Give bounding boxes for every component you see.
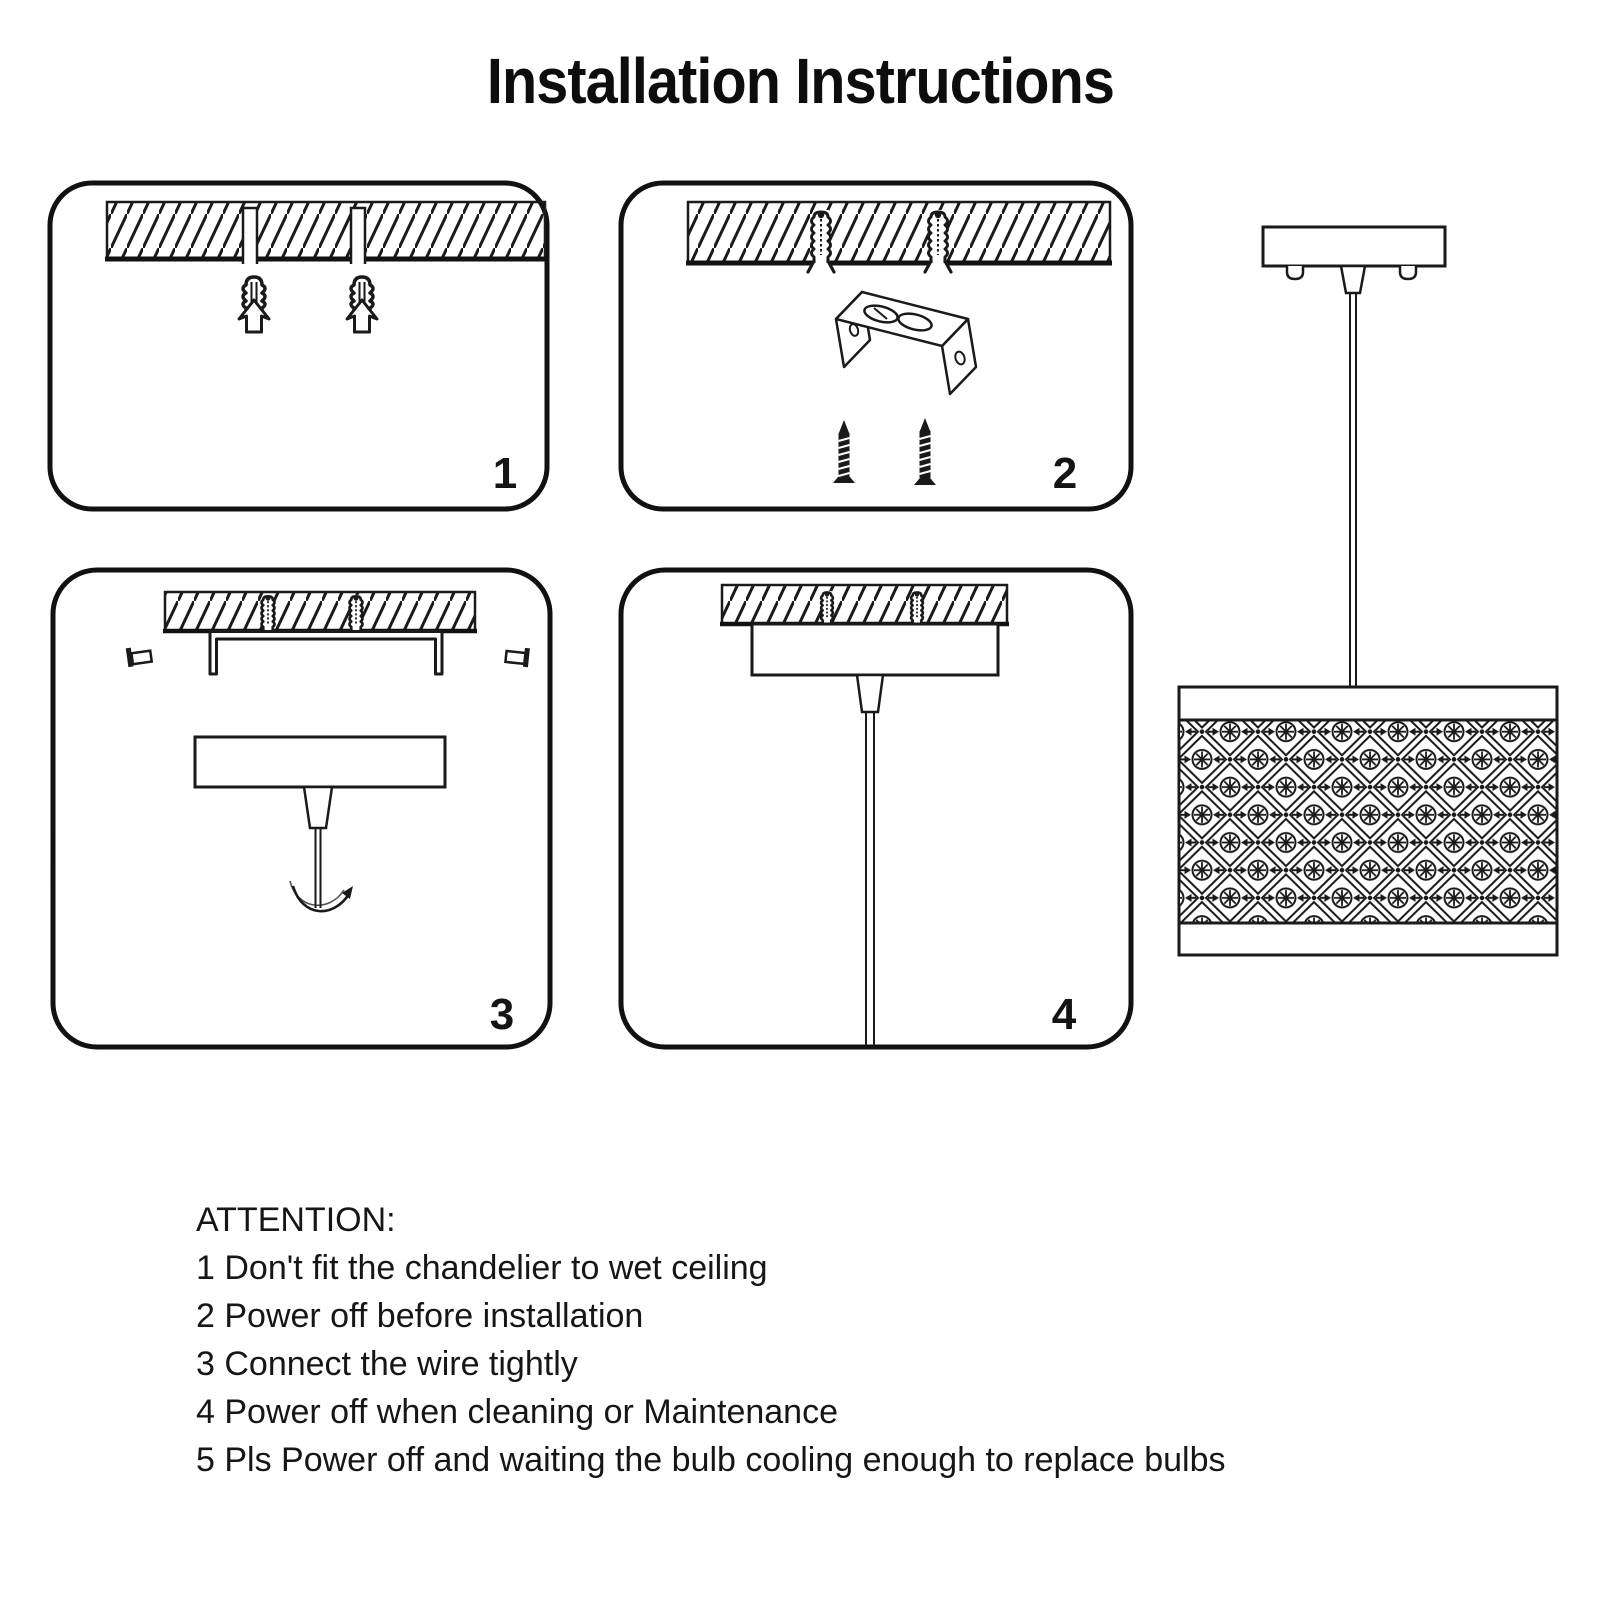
attention-item: 5 Pls Power off and waiting the bulb cooling enough to replace bulbs — [196, 1441, 1226, 1479]
cone-socket-icon — [1341, 266, 1365, 293]
crystal-pattern — [1180, 720, 1556, 923]
pendant-lamp-drawing — [1160, 220, 1580, 960]
ceiling-hatch — [163, 592, 477, 631]
attention-item: 1 Don't fit the chandelier to wet ceiling — [196, 1249, 768, 1287]
pendant-lamp-figure — [1160, 220, 1580, 965]
cone-socket-icon — [304, 787, 332, 828]
cone-socket-icon — [857, 675, 883, 712]
canopy-icon — [1263, 227, 1445, 266]
canopy-icon — [752, 624, 998, 675]
page-title: Installation Instructions — [486, 45, 1114, 117]
attention-item: 3 Connect the wire tightly — [196, 1345, 578, 1383]
attention-item: 2 Power off before installation — [196, 1297, 644, 1335]
attention-section — [196, 1196, 1226, 1484]
canopy-icon — [195, 737, 445, 787]
attention-heading: ATTENTION: — [196, 1201, 396, 1239]
anchor-inserted-icon — [808, 210, 834, 272]
step-panel-4 — [618, 567, 1134, 1050]
ceiling-hatch — [686, 202, 1112, 263]
attention-item: 4 Power off when cleaning or Maintenance — [196, 1393, 838, 1431]
step-number: 2 — [1052, 449, 1078, 498]
drum-shade-icon — [1179, 687, 1557, 955]
step-number: 1 — [492, 449, 518, 498]
step-1-drawing — [47, 180, 550, 512]
step-panel-2 — [618, 180, 1134, 512]
step-number: 3 — [489, 990, 515, 1039]
step-panel-3 — [50, 567, 553, 1050]
anchor-inserted-icon — [925, 210, 951, 272]
hanging-rod-icon — [1350, 293, 1356, 687]
ceiling-hatch — [105, 202, 547, 259]
step-number: 4 — [1051, 990, 1077, 1039]
step-2-drawing — [618, 180, 1134, 512]
step-4-drawing — [618, 567, 1134, 1050]
step-3-drawing — [50, 567, 553, 1050]
panel-border — [53, 570, 550, 1047]
ceiling-hatch — [720, 585, 1009, 624]
attention-list — [196, 1244, 1226, 1484]
step-panel-1 — [47, 180, 550, 512]
